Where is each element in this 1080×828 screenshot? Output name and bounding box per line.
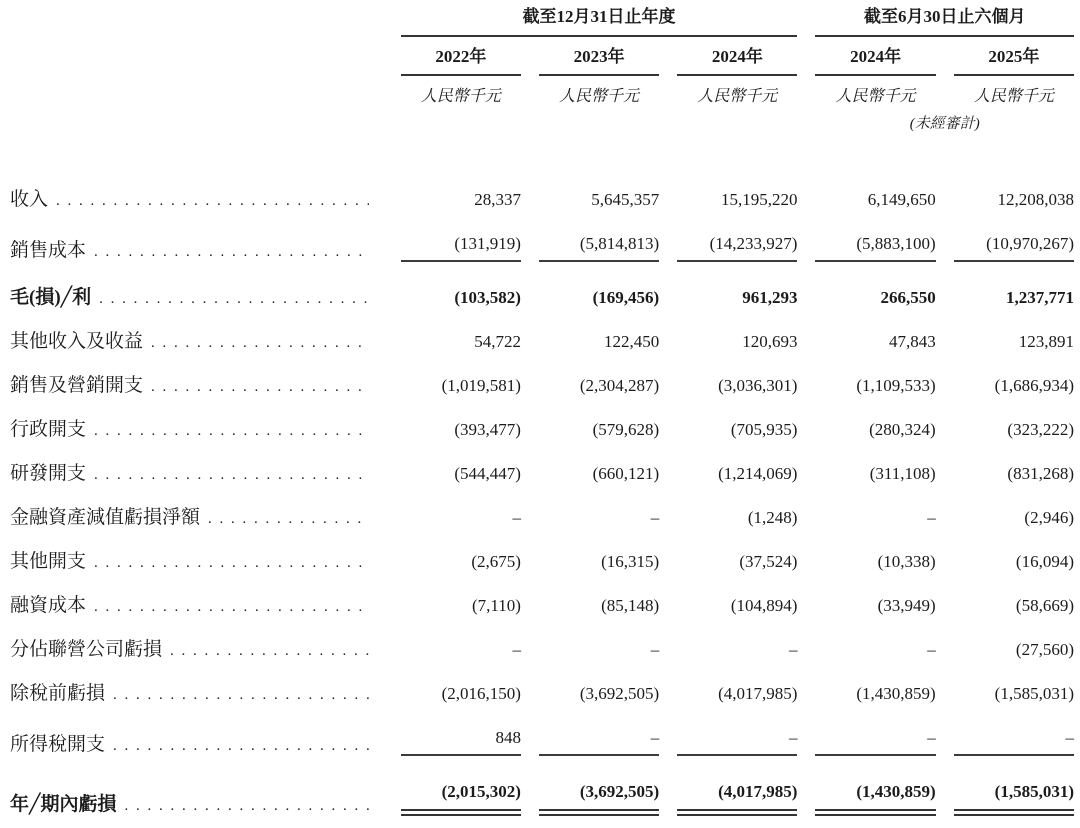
unit-label: 人民幣千元 (697, 88, 778, 105)
dot-leader (94, 466, 369, 484)
cell-value: 123,891 (1018, 332, 1074, 351)
row-label: 毛(損)╱利 (10, 287, 92, 308)
cell-value: 120,693 (742, 332, 798, 351)
dot-leader (94, 422, 369, 440)
cell-value: (37,524) (739, 552, 798, 571)
cell-value: 1,237,771 (1006, 288, 1074, 307)
dot-leader (99, 290, 369, 308)
cell-value: (2,304,287) (579, 376, 660, 395)
cell-value: – (539, 727, 659, 756)
row-label: 其他開支 (10, 551, 87, 572)
cell-value: (1,585,031) (994, 684, 1074, 703)
cell-value: – (512, 508, 521, 527)
cell-value: 961,293 (742, 288, 798, 307)
cell-value: – (788, 640, 798, 659)
dot-leader (113, 686, 369, 704)
row-label: 銷售及營銷開支 (10, 375, 144, 396)
cell-value: (831,268) (1007, 464, 1074, 483)
cell-value: (4,017,985) (677, 781, 797, 816)
cell-value: (660,121) (592, 464, 660, 483)
cell-value: (16,315) (601, 552, 660, 571)
table-row-other-expenses (10, 540, 1074, 584)
cell-value: (33,949) (877, 596, 936, 615)
cell-value: – (815, 727, 935, 756)
cell-value: (1,248) (747, 508, 798, 527)
dot-leader (113, 737, 369, 755)
cell-value: (544,447) (454, 464, 521, 483)
table-row-loss-before-tax (10, 672, 1074, 716)
cell-value: (1,109,533) (856, 376, 936, 395)
cell-value: (2,016,150) (441, 684, 521, 703)
column-header-2025-interim: 2025年 (954, 37, 1074, 76)
cell-value: (2,946) (1024, 508, 1074, 527)
cell-value: (2,015,302) (401, 781, 521, 816)
row-label: 年╱期內虧損 (10, 794, 117, 815)
row-label: 收入 (10, 189, 49, 210)
cell-value: (7,110) (471, 596, 521, 615)
dot-leader (170, 642, 369, 660)
cell-value: 47,843 (888, 332, 936, 351)
table-row-revenue (10, 133, 1074, 222)
unit-label: 人民幣千元 (973, 88, 1054, 105)
column-header-2023: 2023年 (539, 37, 659, 76)
cell-value: (10,338) (877, 552, 936, 571)
cell-value: (311,108) (869, 464, 936, 483)
dot-leader (151, 334, 369, 352)
unaudited-note: (未經審計) (909, 116, 980, 132)
cell-value: (10,970,267) (954, 233, 1074, 262)
row-label: 銷售成本 (10, 240, 87, 261)
row-label: 分佔聯營公司虧損 (10, 639, 163, 660)
cell-value: (323,222) (1007, 420, 1074, 439)
cell-value: 28,337 (474, 190, 521, 209)
cell-value: (169,456) (592, 288, 660, 307)
cell-value: 848 (401, 727, 521, 756)
table-row-loss-for-period (10, 762, 1074, 827)
year-header-row (10, 37, 1074, 76)
cell-value: – (927, 640, 936, 659)
cell-value: – (954, 727, 1074, 756)
cell-value: (1,686,934) (994, 376, 1074, 395)
cell-value: – (650, 508, 660, 527)
table-row-share-of-associates-loss (10, 628, 1074, 672)
cell-value: (3,692,505) (579, 684, 660, 703)
cell-value: (579,628) (592, 420, 660, 439)
column-header-2022: 2022年 (401, 37, 521, 76)
cell-value: (5,814,813) (539, 233, 659, 262)
cell-value: 12,208,038 (997, 190, 1074, 209)
cell-value: (1,585,031) (954, 781, 1074, 816)
cell-value: (1,430,859) (815, 781, 935, 816)
cell-value: (5,883,100) (815, 233, 935, 262)
table-row-rd-expenses (10, 452, 1074, 496)
cell-value: (14,233,927) (677, 233, 797, 262)
cell-value: 54,722 (474, 332, 521, 351)
table-row-admin-expenses (10, 408, 1074, 452)
cell-value: (103,582) (454, 288, 521, 307)
cell-value: (3,692,505) (539, 781, 659, 816)
cell-value: (280,324) (869, 420, 936, 439)
table-row-income-tax (10, 716, 1074, 762)
cell-value: (2,675) (471, 552, 521, 571)
row-label: 金融資產減值虧損淨額 (10, 507, 201, 528)
row-label: 其他收入及收益 (10, 331, 144, 352)
dot-leader (94, 243, 369, 261)
dot-leader (208, 510, 369, 528)
table-row-selling-expenses (10, 364, 1074, 408)
period-header-interim: 截至6月30日止六個月 (815, 6, 1074, 37)
cell-value: – (512, 640, 521, 659)
cell-value: 5,645,357 (591, 190, 660, 209)
cell-value: (16,094) (1015, 552, 1074, 571)
cell-value: (58,669) (1015, 596, 1074, 615)
table-row-other-income (10, 320, 1074, 364)
unit-label: 人民幣千元 (559, 88, 640, 105)
period-header-row (10, 6, 1074, 37)
dot-leader (94, 598, 369, 616)
table-row-gross-profit (10, 268, 1074, 320)
cell-value: – (650, 640, 660, 659)
cell-value: (393,477) (454, 420, 521, 439)
dot-leader (124, 797, 368, 815)
cell-value: (1,430,859) (856, 684, 936, 703)
cell-value: 266,550 (880, 288, 936, 307)
cell-value: (3,036,301) (718, 376, 798, 395)
dot-leader (151, 378, 369, 396)
period-header-annual: 截至12月31日止年度 (401, 6, 798, 37)
dot-leader (94, 554, 369, 572)
cell-value: (1,214,069) (718, 464, 798, 483)
column-header-2024: 2024年 (677, 37, 797, 76)
dot-leader (56, 192, 369, 210)
cell-value: (4,017,985) (718, 684, 798, 703)
financial-summary-table (10, 6, 1074, 827)
column-header-2024-interim: 2024年 (815, 37, 935, 76)
row-label: 融資成本 (10, 595, 87, 616)
cell-value: (85,148) (601, 596, 660, 615)
table-row-finance-costs (10, 584, 1074, 628)
cell-value: – (677, 727, 797, 756)
unaudited-note-row (10, 107, 1074, 133)
unit-label: 人民幣千元 (420, 88, 501, 105)
unit-row (10, 76, 1074, 107)
cell-value: (104,894) (730, 596, 798, 615)
cell-value: 15,195,220 (720, 190, 798, 209)
cell-value: 122,450 (603, 332, 660, 351)
row-label: 行政開支 (10, 419, 87, 440)
unit-label: 人民幣千元 (835, 88, 916, 105)
table-row-cost-of-sales (10, 222, 1074, 268)
cell-value: – (927, 508, 936, 527)
row-label: 除稅前虧損 (10, 683, 106, 704)
cell-value: (1,019,581) (441, 376, 521, 395)
cell-value: (131,919) (401, 233, 521, 262)
cell-value: (27,560) (1015, 640, 1074, 659)
cell-value: 6,149,650 (867, 190, 936, 209)
row-label: 所得稅開支 (10, 734, 106, 755)
row-label: 研發開支 (10, 463, 87, 484)
table-row-impairment-losses (10, 496, 1074, 540)
cell-value: (705,935) (730, 420, 798, 439)
